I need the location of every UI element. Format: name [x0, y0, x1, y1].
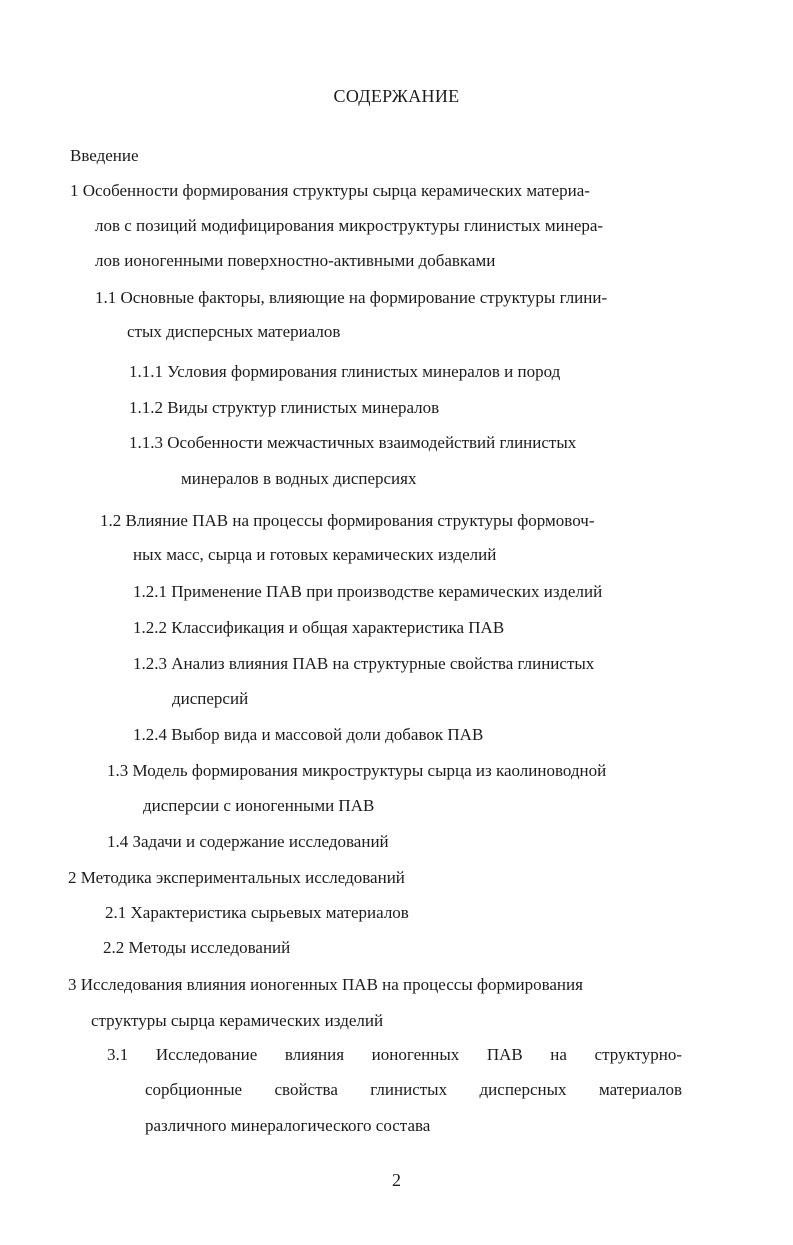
- toc-line: 1 Особенности формирования структуры сырца керамических материа-: [70, 181, 590, 200]
- toc-line: 1.2.4 Выбор вида и массовой доли добавок ПАВ: [133, 725, 484, 744]
- toc-line: 2 Методика экспериментальных исследований: [68, 868, 405, 887]
- toc-line: 1.4 Задачи и содержание исследований: [107, 832, 389, 851]
- toc-line: лов с позиций модифицирования микроструктуры глинистых минера-: [95, 216, 604, 235]
- toc-line: 1.2 Влияние ПАВ на процессы формирования структуры формовоч-: [100, 511, 595, 530]
- toc-line: 2.2 Методы исследований: [103, 938, 291, 957]
- toc-line: структуры сырца керамических изделий: [91, 1011, 384, 1030]
- toc-line: 1.1.1 Условия формирования глинистых минералов и пород: [129, 362, 561, 381]
- toc-line: лов ионогенными поверхностно-активными добавками: [95, 251, 496, 270]
- page-title: СОДЕРЖАНИЕ: [333, 86, 460, 106]
- toc-line: 1.1.3 Особенности межчастичных взаимодействий глинистых: [129, 433, 577, 452]
- toc-line: 1.1.2 Виды структур глинистых минералов: [129, 398, 440, 417]
- toc-line: Введение: [70, 146, 139, 165]
- toc-line: 1.2.2 Классификация и общая характеристика ПАВ: [133, 618, 505, 637]
- toc-line: дисперсий: [172, 689, 249, 708]
- toc-line: ных масс, сырца и готовых керамических изделий: [133, 545, 497, 564]
- toc-line: дисперсии с ионогенными ПАВ: [143, 796, 375, 815]
- toc-line: 3 Исследования влияния ионогенных ПАВ на процессы формирования: [68, 975, 583, 994]
- toc-line: 3.1 Исследование влияния ионогенных ПАВ на структурно-: [107, 1045, 682, 1064]
- toc-line: минералов в водных дисперсиях: [181, 469, 417, 488]
- toc-line: различного минералогического состава: [145, 1116, 431, 1135]
- page-number: 2: [392, 1170, 401, 1190]
- toc-line: 1.3 Модель формирования микроструктуры сырца из каолиноводной: [107, 761, 607, 780]
- toc-line: 1.1 Основные факторы, влияющие на формирование структуры глини-: [95, 288, 608, 307]
- toc-line: стых дисперсных материалов: [127, 322, 341, 341]
- toc-line: 2.1 Характеристика сырьевых материалов: [105, 903, 409, 922]
- toc-line: сорбционные свойства глинистых дисперсных материалов: [145, 1080, 682, 1099]
- toc-line: 1.2.3 Анализ влияния ПАВ на структурные свойства глинистых: [133, 654, 595, 673]
- toc-line: 1.2.1 Применение ПАВ при производстве керамических изделий: [133, 582, 603, 601]
